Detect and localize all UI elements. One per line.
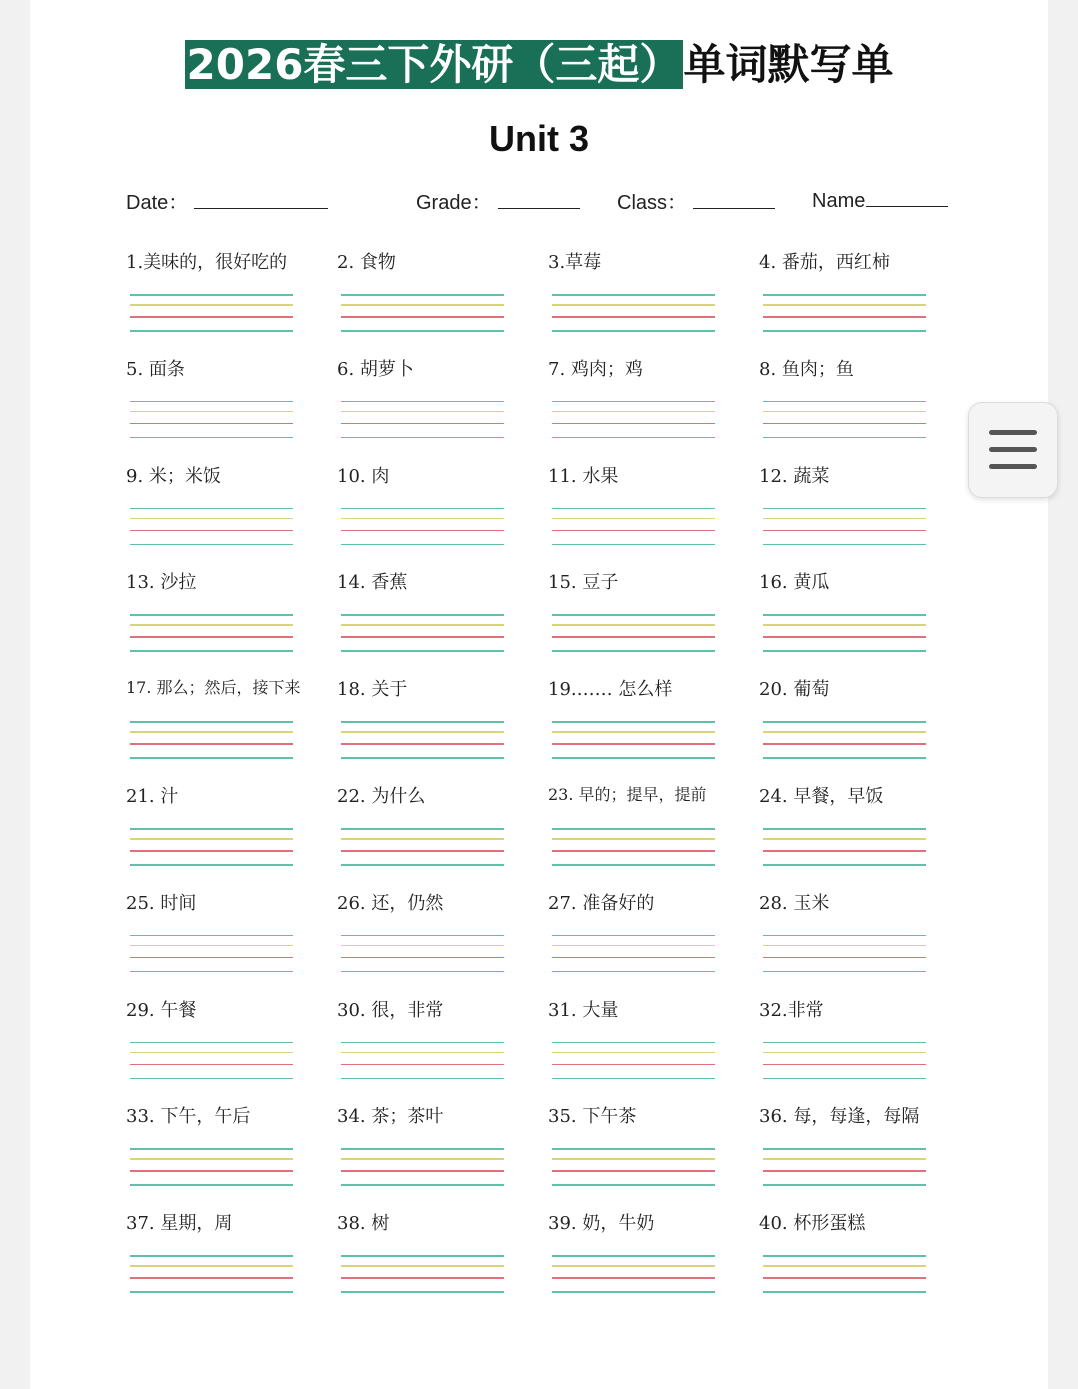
writing-line [763, 828, 926, 830]
vocab-prompt: 34. 茶；茶叶 [337, 1106, 444, 1128]
writing-line [341, 850, 504, 852]
writing-line [552, 411, 715, 413]
writing-lines[interactable] [130, 604, 293, 652]
writing-line [130, 518, 293, 520]
writing-line [130, 850, 293, 852]
writing-line [763, 1052, 926, 1054]
writing-line [341, 423, 504, 425]
writing-lines[interactable] [763, 604, 926, 652]
writing-line [341, 1265, 504, 1267]
writing-lines[interactable] [763, 1032, 926, 1080]
writing-line [552, 1170, 715, 1172]
writing-line [130, 411, 293, 413]
writing-line [552, 945, 715, 947]
writing-line [341, 1158, 504, 1160]
writing-line [763, 518, 926, 520]
writing-line [130, 945, 293, 947]
writing-lines[interactable] [552, 925, 715, 973]
vocab-prompt: 37. 星期，周 [126, 1213, 233, 1235]
writing-line [552, 1064, 715, 1066]
writing-line [763, 721, 926, 723]
writing-line [341, 1277, 504, 1279]
vocab-prompt: 36. 每，每逢，每隔 [759, 1106, 920, 1128]
writing-line [341, 971, 504, 973]
vocab-prompt: 33. 下午，午后 [126, 1106, 251, 1128]
title-highlight: 2026春三下外研（三起） [186, 40, 682, 89]
writing-line [763, 544, 926, 546]
writing-lines[interactable] [763, 1138, 926, 1186]
writing-line [341, 411, 504, 413]
writing-line [341, 838, 504, 840]
writing-line [552, 437, 715, 439]
writing-line [341, 864, 504, 866]
vocab-prompt: 32.非常 [759, 999, 824, 1021]
writing-line [763, 1277, 926, 1279]
writing-line [130, 828, 293, 830]
writing-line [130, 330, 293, 332]
vocab-prompt: 14. 香蕉 [337, 572, 408, 594]
grade-label: Grade： [416, 192, 492, 214]
vocab-prompt: 17. 那么；然后，接下来 [126, 678, 301, 698]
writing-line [763, 650, 926, 652]
writing-line [341, 1052, 504, 1054]
writing-line [552, 316, 715, 318]
writing-lines[interactable] [341, 391, 504, 439]
writing-line [341, 294, 504, 296]
vocab-prompt: 1.美味的，很好吃的 [126, 252, 288, 273]
vocab-prompt: 27. 准备好的 [548, 892, 655, 914]
vocab-prompt: 39. 奶，牛奶 [548, 1213, 655, 1235]
writing-line [130, 1078, 293, 1080]
writing-lines[interactable] [341, 498, 504, 546]
vocab-prompt: 24. 早餐，早饭 [759, 786, 884, 807]
vocab-prompt: 20. 葡萄 [759, 679, 830, 701]
writing-line [341, 1064, 504, 1066]
writing-line [763, 1042, 926, 1044]
writing-line [130, 1064, 293, 1066]
writing-line [130, 1170, 293, 1172]
writing-line [130, 757, 293, 759]
writing-lines[interactable] [763, 391, 926, 439]
vocab-prompt: 38. 树 [337, 1213, 390, 1235]
writing-line [552, 304, 715, 306]
writing-line [130, 316, 293, 318]
writing-line [341, 530, 504, 532]
writing-line [552, 530, 715, 532]
writing-line [341, 1184, 504, 1186]
writing-line [552, 330, 715, 332]
class-blank [693, 188, 775, 209]
writing-line [763, 1170, 926, 1172]
writing-line [763, 743, 926, 745]
writing-line [130, 636, 293, 638]
writing-lines[interactable] [552, 498, 715, 546]
writing-line [552, 838, 715, 840]
writing-lines[interactable] [130, 925, 293, 973]
writing-line [763, 316, 926, 318]
writing-line [763, 971, 926, 973]
writing-line [552, 636, 715, 638]
writing-line [763, 304, 926, 306]
name-blank [866, 186, 948, 207]
writing-line [552, 743, 715, 745]
writing-line [130, 1184, 293, 1186]
writing-line [552, 650, 715, 652]
writing-line [552, 864, 715, 866]
writing-line [763, 636, 926, 638]
menu-button[interactable] [968, 402, 1058, 498]
writing-line [552, 850, 715, 852]
writing-line [341, 614, 504, 616]
writing-line [130, 721, 293, 723]
grade-field [416, 186, 580, 215]
writing-lines[interactable] [552, 1245, 715, 1293]
vocab-prompt: 8. 鱼肉；鱼 [759, 358, 854, 380]
writing-line [341, 1170, 504, 1172]
writing-line [130, 971, 293, 973]
writing-line [552, 1277, 715, 1279]
writing-line [763, 757, 926, 759]
writing-line [341, 330, 504, 332]
vocab-prompt: 4. 番茄，西红柿 [759, 252, 890, 273]
writing-line [130, 614, 293, 616]
writing-line [552, 1078, 715, 1080]
class-label: Class： [617, 192, 688, 214]
vocab-prompt: 6. 胡萝卜 [337, 358, 414, 380]
writing-line [763, 423, 926, 425]
writing-line [130, 1158, 293, 1160]
writing-line [130, 1291, 293, 1293]
writing-line [341, 757, 504, 759]
writing-line [763, 401, 926, 403]
writing-line [552, 1148, 715, 1150]
writing-line [763, 945, 926, 947]
writing-line [341, 1291, 504, 1293]
writing-line [763, 1184, 926, 1186]
writing-line [552, 423, 715, 425]
writing-line [552, 294, 715, 296]
writing-line [341, 316, 504, 318]
writing-line [552, 1255, 715, 1257]
writing-lines[interactable] [341, 604, 504, 652]
writing-line [130, 1255, 293, 1257]
writing-line [552, 757, 715, 759]
writing-line [763, 864, 926, 866]
writing-line [341, 401, 504, 403]
writing-lines[interactable] [341, 818, 504, 866]
writing-line [552, 624, 715, 626]
vocab-prompt: 15. 豆子 [548, 572, 619, 594]
writing-line [763, 437, 926, 439]
writing-line [763, 614, 926, 616]
writing-lines[interactable] [552, 818, 715, 866]
writing-line [130, 624, 293, 626]
writing-line [552, 401, 715, 403]
writing-lines[interactable] [130, 1138, 293, 1186]
vocab-prompt: 31. 大量 [548, 999, 619, 1021]
writing-line [552, 971, 715, 973]
class-field [617, 186, 775, 215]
writing-line [130, 1052, 293, 1054]
writing-line [552, 1052, 715, 1054]
writing-line [552, 828, 715, 830]
writing-lines[interactable] [341, 1138, 504, 1186]
vocab-prompt: 18. 关于 [337, 679, 408, 701]
date-field [126, 186, 328, 215]
name-field [812, 186, 948, 213]
writing-line [130, 838, 293, 840]
vocab-prompt: 35. 下午茶 [548, 1106, 637, 1128]
writing-line [763, 1148, 926, 1150]
writing-line [130, 1265, 293, 1267]
writing-line [341, 721, 504, 723]
writing-line [130, 530, 293, 532]
writing-lines[interactable] [552, 1032, 715, 1080]
writing-lines[interactable] [341, 284, 504, 332]
writing-lines[interactable] [552, 1138, 715, 1186]
writing-line [130, 731, 293, 733]
writing-line [552, 614, 715, 616]
writing-line [763, 508, 926, 510]
writing-line [341, 1078, 504, 1080]
writing-line [763, 957, 926, 959]
writing-line [763, 624, 926, 626]
writing-line [763, 1064, 926, 1066]
writing-line [341, 957, 504, 959]
writing-line [130, 743, 293, 745]
writing-line [763, 294, 926, 296]
writing-line [341, 508, 504, 510]
writing-line [130, 304, 293, 306]
vocab-prompt: 13. 沙拉 [126, 572, 197, 594]
unit-title: Unit 3 [488, 118, 589, 159]
writing-line [341, 624, 504, 626]
writing-lines[interactable] [341, 1032, 504, 1080]
writing-line [763, 1291, 926, 1293]
writing-line [552, 1158, 715, 1160]
vocab-prompt: 12. 蔬菜 [759, 465, 830, 487]
writing-line [763, 731, 926, 733]
writing-line [341, 945, 504, 947]
name-label: Name [812, 190, 866, 212]
vocab-prompt: 9. 米；米饭 [126, 465, 221, 487]
writing-line [341, 636, 504, 638]
writing-line [763, 530, 926, 532]
writing-lines[interactable] [552, 711, 715, 759]
writing-line [763, 838, 926, 840]
vocab-prompt: 5. 面条 [126, 358, 185, 380]
vocab-prompt: 19.…… 怎么样 [548, 679, 673, 701]
writing-line [130, 423, 293, 425]
grade-blank [498, 188, 580, 209]
writing-line [552, 957, 715, 959]
writing-line [763, 1158, 926, 1160]
writing-line [552, 544, 715, 546]
writing-lines[interactable] [763, 711, 926, 759]
writing-lines[interactable] [763, 1245, 926, 1293]
vocab-prompt: 28. 玉米 [759, 892, 830, 914]
writing-lines[interactable] [763, 498, 926, 546]
writing-lines[interactable] [763, 818, 926, 866]
writing-line [763, 330, 926, 332]
vocab-prompt: 25. 时间 [126, 892, 197, 914]
writing-line [130, 650, 293, 652]
vocab-prompt: 23. 早的；提早，提前 [548, 785, 707, 804]
writing-line [341, 1042, 504, 1044]
writing-lines[interactable] [130, 498, 293, 546]
writing-line [341, 935, 504, 937]
writing-lines[interactable] [130, 711, 293, 759]
writing-lines[interactable] [130, 1032, 293, 1080]
writing-line [130, 935, 293, 937]
vocab-prompt: 2. 食物 [337, 252, 396, 273]
writing-line [130, 864, 293, 866]
writing-line [341, 650, 504, 652]
date-label: Date： [126, 192, 189, 214]
writing-line [130, 437, 293, 439]
writing-lines[interactable] [552, 604, 715, 652]
writing-lines[interactable] [552, 391, 715, 439]
writing-line [130, 1148, 293, 1150]
writing-line [763, 1078, 926, 1080]
vocab-prompt: 29. 午餐 [126, 999, 197, 1021]
title-rest: 单词默写单 [683, 40, 894, 89]
writing-line [130, 294, 293, 296]
writing-line [130, 1277, 293, 1279]
writing-lines[interactable] [130, 1245, 293, 1293]
writing-line [341, 518, 504, 520]
writing-line [130, 1042, 293, 1044]
writing-lines[interactable] [552, 284, 715, 332]
writing-line [341, 304, 504, 306]
writing-line [763, 411, 926, 413]
writing-line [341, 544, 504, 546]
vocab-prompt: 16. 黄瓜 [759, 572, 830, 594]
writing-lines[interactable] [763, 925, 926, 973]
writing-lines[interactable] [130, 284, 293, 332]
writing-lines[interactable] [130, 818, 293, 866]
writing-lines[interactable] [341, 1245, 504, 1293]
writing-line [552, 731, 715, 733]
vocab-prompt: 22. 为什么 [337, 786, 426, 807]
writing-line [341, 1148, 504, 1150]
writing-line [130, 957, 293, 959]
writing-lines[interactable] [341, 925, 504, 973]
writing-line [130, 401, 293, 403]
writing-line [763, 1255, 926, 1257]
writing-line [130, 544, 293, 546]
writing-line [552, 1291, 715, 1293]
writing-lines[interactable] [130, 391, 293, 439]
writing-lines[interactable] [341, 711, 504, 759]
writing-line [552, 935, 715, 937]
vocab-prompt: 40. 杯形蛋糕 [759, 1213, 866, 1235]
vocab-prompt: 10. 肉 [337, 465, 390, 487]
writing-line [552, 721, 715, 723]
writing-line [552, 518, 715, 520]
writing-line [763, 935, 926, 937]
vocab-prompt: 7. 鸡肉；鸡 [548, 358, 643, 380]
date-blank [194, 188, 328, 209]
vocab-prompt: 21. 汁 [126, 786, 179, 807]
vocab-prompt: 30. 很，非常 [337, 999, 444, 1021]
writing-line [341, 743, 504, 745]
vocab-prompt: 11. 水果 [548, 465, 619, 487]
vocab-prompt: 3.草莓 [548, 252, 602, 273]
writing-line [763, 850, 926, 852]
writing-line [341, 828, 504, 830]
vocab-prompt: 26. 还，仍然 [337, 892, 444, 914]
writing-lines[interactable] [763, 284, 926, 332]
page-title [0, 38, 1078, 92]
writing-line [341, 731, 504, 733]
writing-line [341, 437, 504, 439]
writing-line [763, 1265, 926, 1267]
writing-line [552, 1184, 715, 1186]
writing-line [552, 1042, 715, 1044]
writing-line [341, 1255, 504, 1257]
writing-line [130, 508, 293, 510]
writing-line [552, 1265, 715, 1267]
writing-line [552, 508, 715, 510]
